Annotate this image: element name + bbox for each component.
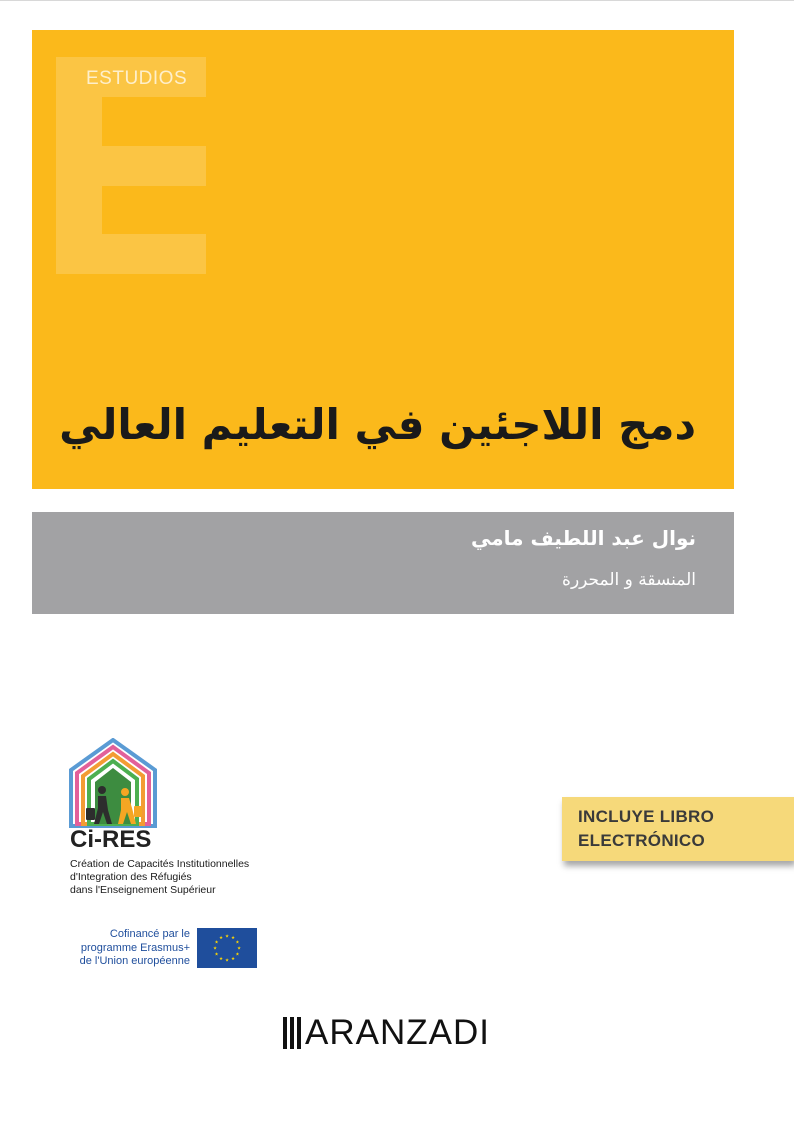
eu-star-icon: ★: [212, 946, 218, 952]
eu-star-icon: ★: [224, 934, 230, 940]
series-label: ESTUDIOS: [86, 68, 188, 89]
erasmus-line: de l'Union européenne: [79, 955, 190, 967]
eu-star-icon: ★: [230, 936, 236, 942]
author-band: [32, 512, 734, 614]
eu-star-icon: ★: [218, 936, 224, 942]
eu-star-icon: ★: [218, 956, 224, 962]
book-title: دمج اللاجئين في التعليم العالي: [59, 400, 696, 449]
cires-subtitle: [70, 858, 249, 897]
cover-title-block: [32, 30, 734, 489]
eu-star-icon: ★: [230, 956, 236, 962]
cires-subtitle-line: d'Integration des Réfugiés: [70, 871, 192, 883]
eu-star-icon: ★: [224, 958, 230, 964]
cires-name: Ci-RES: [70, 826, 152, 853]
eu-star-icon: ★: [235, 940, 240, 946]
erasmus-line: Cofinancé par le: [109, 928, 190, 940]
ebook-badge-line-1: INCLUYE LIBRO: [578, 807, 715, 826]
ebook-included-badge: [562, 797, 794, 861]
ebook-badge-line-2: ELECTRÓNICO: [578, 831, 706, 850]
cires-subtitle-line: dans l'Enseignement Supérieur: [70, 884, 216, 896]
cires-subtitle-line: Création de Capacités Institutionnelles: [70, 858, 250, 870]
publisher-bars-icon: [283, 1017, 305, 1049]
top-divider: [0, 0, 794, 1]
author-role: المنسقة و المحررة: [562, 570, 696, 590]
eu-star-icon: ★: [236, 946, 242, 952]
erasmus-line: programme Erasmus+: [80, 941, 190, 954]
author-name: نوال عبد اللطيف مامي: [470, 526, 696, 550]
eu-star-icon: ★: [214, 940, 219, 946]
eu-star-icon: ★: [214, 952, 219, 958]
eu-star-icon: ★: [235, 952, 240, 958]
eu-flag-icon: [197, 928, 257, 968]
publisher-name: ARANZADI: [305, 1013, 490, 1052]
erasmus-cofunding-text: [66, 928, 190, 969]
cires-logo-icon: [68, 738, 158, 830]
